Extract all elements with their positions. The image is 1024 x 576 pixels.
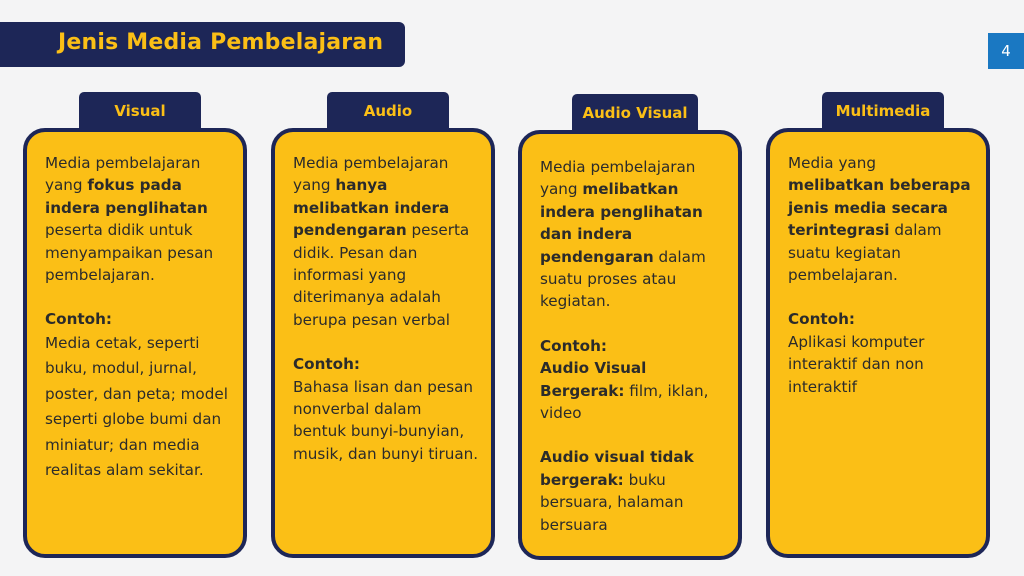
desc-emphasis: fokus pada indera penglihatan (45, 176, 208, 217)
desc-text: peserta didik untuk menyampaikan pesan pembelajaran. (45, 221, 214, 285)
page-number-badge: 4 (988, 33, 1024, 69)
desc-emphasis: melibatkan beberapa jenis media secara terintegrasi (788, 176, 971, 240)
card-body-visual (23, 128, 247, 558)
desc-emphasis: hanya melibatkan indera pendengaran (293, 176, 450, 240)
example-heading: Contoh: (293, 355, 360, 374)
moving-heading: Audio Visual Bergerak: (540, 359, 647, 400)
desc-emphasis: melibatkan indera penglihatan dan indera pendengaran (540, 180, 703, 266)
desc-text: Media pembelajaran yang (540, 158, 696, 199)
still-heading: Audio visual tidak bergerak: (540, 448, 694, 489)
example-heading: Contoh: (788, 310, 855, 329)
card-label-audio: Audio (327, 92, 449, 132)
desc-text: Media yang (788, 154, 877, 172)
example-text: Bahasa lisan dan pesan nonverbal dalam bentuk bunyi-bunyian, musik, dan bunyi tiruan. (293, 377, 479, 463)
title-bar (0, 22, 405, 67)
example-heading: Contoh: (45, 310, 112, 329)
desc-text: dalam suatu proses atau kegiatan. (540, 247, 706, 311)
example-heading: Contoh: (540, 336, 607, 355)
card-label-multimedia: Multimedia (822, 92, 944, 132)
card-description (788, 152, 974, 286)
card-description (293, 152, 479, 331)
card-description (45, 152, 231, 286)
card-body-multimedia (766, 128, 990, 558)
example-still (540, 446, 726, 536)
example-text: Aplikasi komputer interaktif dan non interaktif (788, 332, 925, 396)
still-text: buku bersuara, halaman bersuara (540, 470, 684, 534)
card-body-audio-visual (518, 130, 742, 560)
desc-text: Media pembelajaran yang (45, 154, 201, 195)
card-label-audio-visual: Audio Visual (572, 94, 698, 134)
moving-text: film, iklan, video (540, 381, 709, 423)
example-text: Media cetak, seperti buku, modul, jurnal, poster, dan peta; model seperti globe bumi dan miniatur; dan media realitas alam sekitar. (45, 333, 228, 480)
card-label-visual: Visual (79, 92, 201, 132)
desc-text: dalam suatu kegiatan pembelajaran. (788, 221, 942, 285)
card-body-audio (271, 128, 495, 558)
example-moving (540, 357, 726, 424)
desc-text: peserta didik. Pesan dan informasi yang diterimanya adalah berupa pesan verbal (293, 221, 470, 329)
card-description (540, 156, 726, 313)
slide-title: Jenis Media Pembelajaran (58, 30, 384, 55)
desc-text: Media pembelajaran yang (293, 154, 449, 195)
